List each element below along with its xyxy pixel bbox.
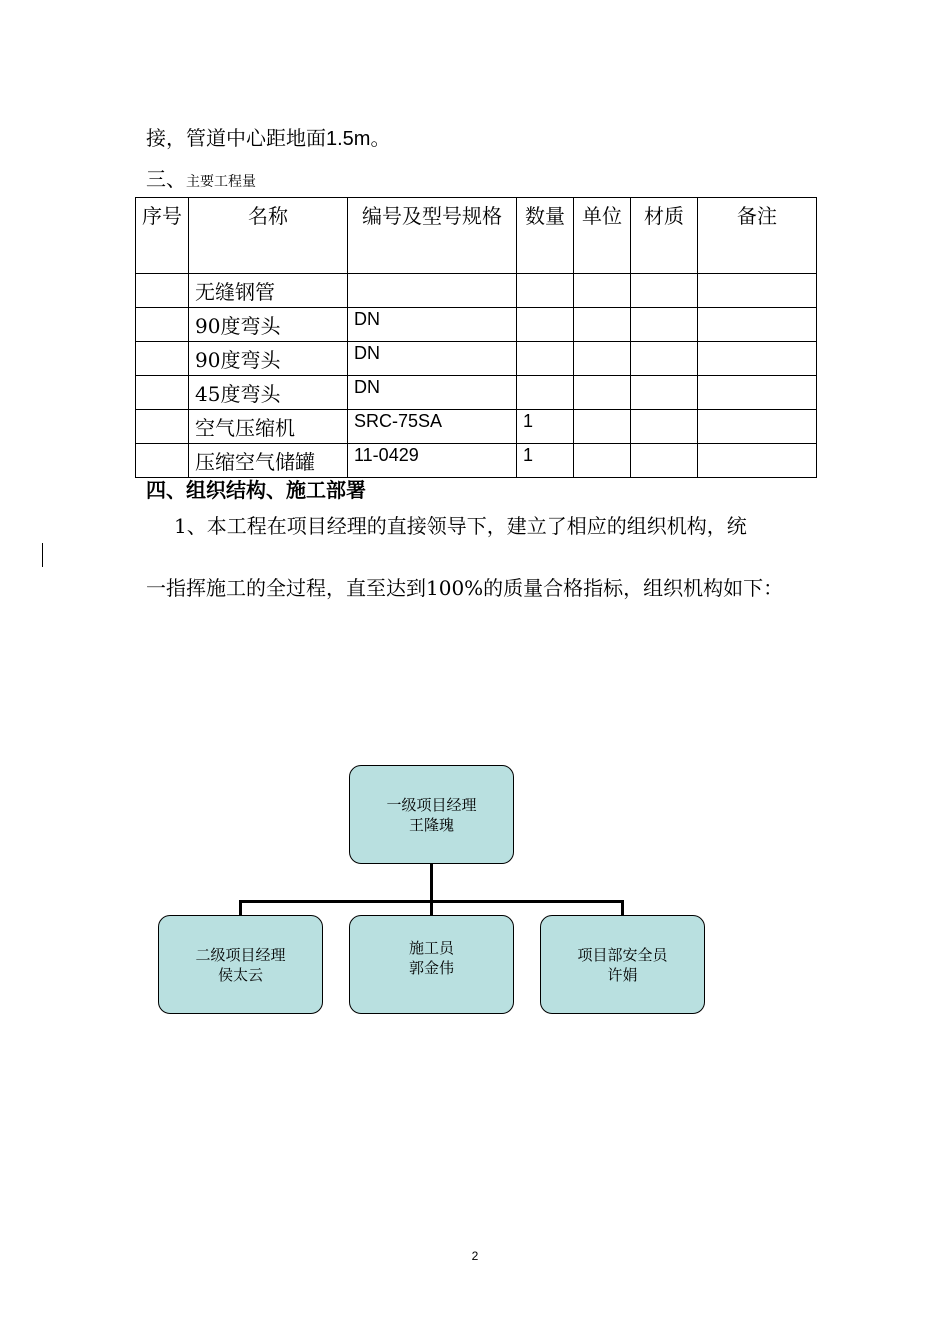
table-cell [631,444,698,478]
header-cell: 名称 [189,198,348,274]
table-cell: 压缩空气储罐 [189,444,348,478]
org-box-top [349,765,514,864]
table-cell [631,376,698,410]
connector-middle [430,900,433,916]
table-row [136,410,817,444]
table-cell: 45度弯头 [189,376,348,410]
table-header-row [136,198,817,274]
table-cell [574,444,631,478]
table-cell [517,308,574,342]
table-cell: DN [348,376,517,410]
org-child-role: 项目部安全员 [577,945,668,964]
table-cell: DN [348,342,517,376]
intro-line [146,122,390,151]
table-cell [136,376,189,410]
org-child-name: 郭金伟 [408,959,454,977]
connector-vertical-top [430,864,433,902]
table-cell [574,274,631,308]
header-cell: 材质 [631,198,698,274]
header-cell: 单位 [574,198,631,274]
section-3-prefix: 三、 [146,167,186,191]
table-cell [517,376,574,410]
org-top-name: 王隆瑰 [408,815,454,834]
table-row [136,274,817,308]
intro-text: 接，管道中心距地面 [146,126,326,150]
table-cell: 90度弯头 [189,342,348,376]
page-number: 2 [471,1249,479,1263]
org-child-role: 二级项目经理 [195,945,286,964]
header-cell: 编号及型号规格 [348,198,517,274]
quantity-table [135,197,817,478]
section-3-heading [146,163,256,192]
table-cell [631,410,698,444]
org-child-role: 施工员 [408,939,454,957]
table-row [136,308,817,342]
table-cell [517,274,574,308]
text-cursor [42,543,43,567]
section-3-title: 主要工程量 [186,174,256,190]
table-cell [136,342,189,376]
table-row [136,444,817,478]
table-row [136,342,817,376]
table-cell [698,444,817,478]
table-cell [574,342,631,376]
org-box-left [158,915,323,1014]
connector-right [621,900,624,916]
table-cell: SRC-75SA [348,410,517,444]
table-cell [698,274,817,308]
org-top-role: 一级项目经理 [386,795,477,814]
header-cell: 备注 [698,198,817,274]
table-cell: 11-0429 [348,444,517,478]
table-cell [136,444,189,478]
table-cell [631,308,698,342]
paragraph-line-2: 一指挥施工的全过程，直至达到100%的质量合格指标，组织机构如下： [146,576,784,600]
paragraph-line-1: 1、本工程在项目经理的直接领导下，建立了相应的组织机构，统 [174,514,747,538]
table-cell: 90度弯头 [189,308,348,342]
intro-end: 。 [370,126,391,150]
table-cell [517,342,574,376]
header-cell: 序号 [136,198,189,274]
table-cell [348,274,517,308]
intro-value: 1.5m [326,128,371,150]
table-cell: 1 [517,444,574,478]
table-cell [136,274,189,308]
table-cell [698,308,817,342]
table-cell [631,342,698,376]
table-cell [631,274,698,308]
table-cell [574,410,631,444]
table-cell: 空气压缩机 [189,410,348,444]
org-child-name: 侯太云 [217,965,263,984]
table-cell [136,410,189,444]
org-child-name: 许娟 [607,965,638,984]
table-cell [698,342,817,376]
connector-left [239,900,242,916]
table-cell [698,376,817,410]
table-cell: DN [348,308,517,342]
section-4-heading: 四、组织结构、施工部署 [146,478,366,502]
header-cell: 数量 [517,198,574,274]
org-box-right [540,915,705,1014]
table-cell [574,308,631,342]
table-cell [136,308,189,342]
org-box-middle [349,915,514,1014]
table-cell: 无缝钢管 [189,274,348,308]
table-cell: 1 [517,410,574,444]
table-row [136,376,817,410]
table-cell [574,376,631,410]
table-cell [698,410,817,444]
